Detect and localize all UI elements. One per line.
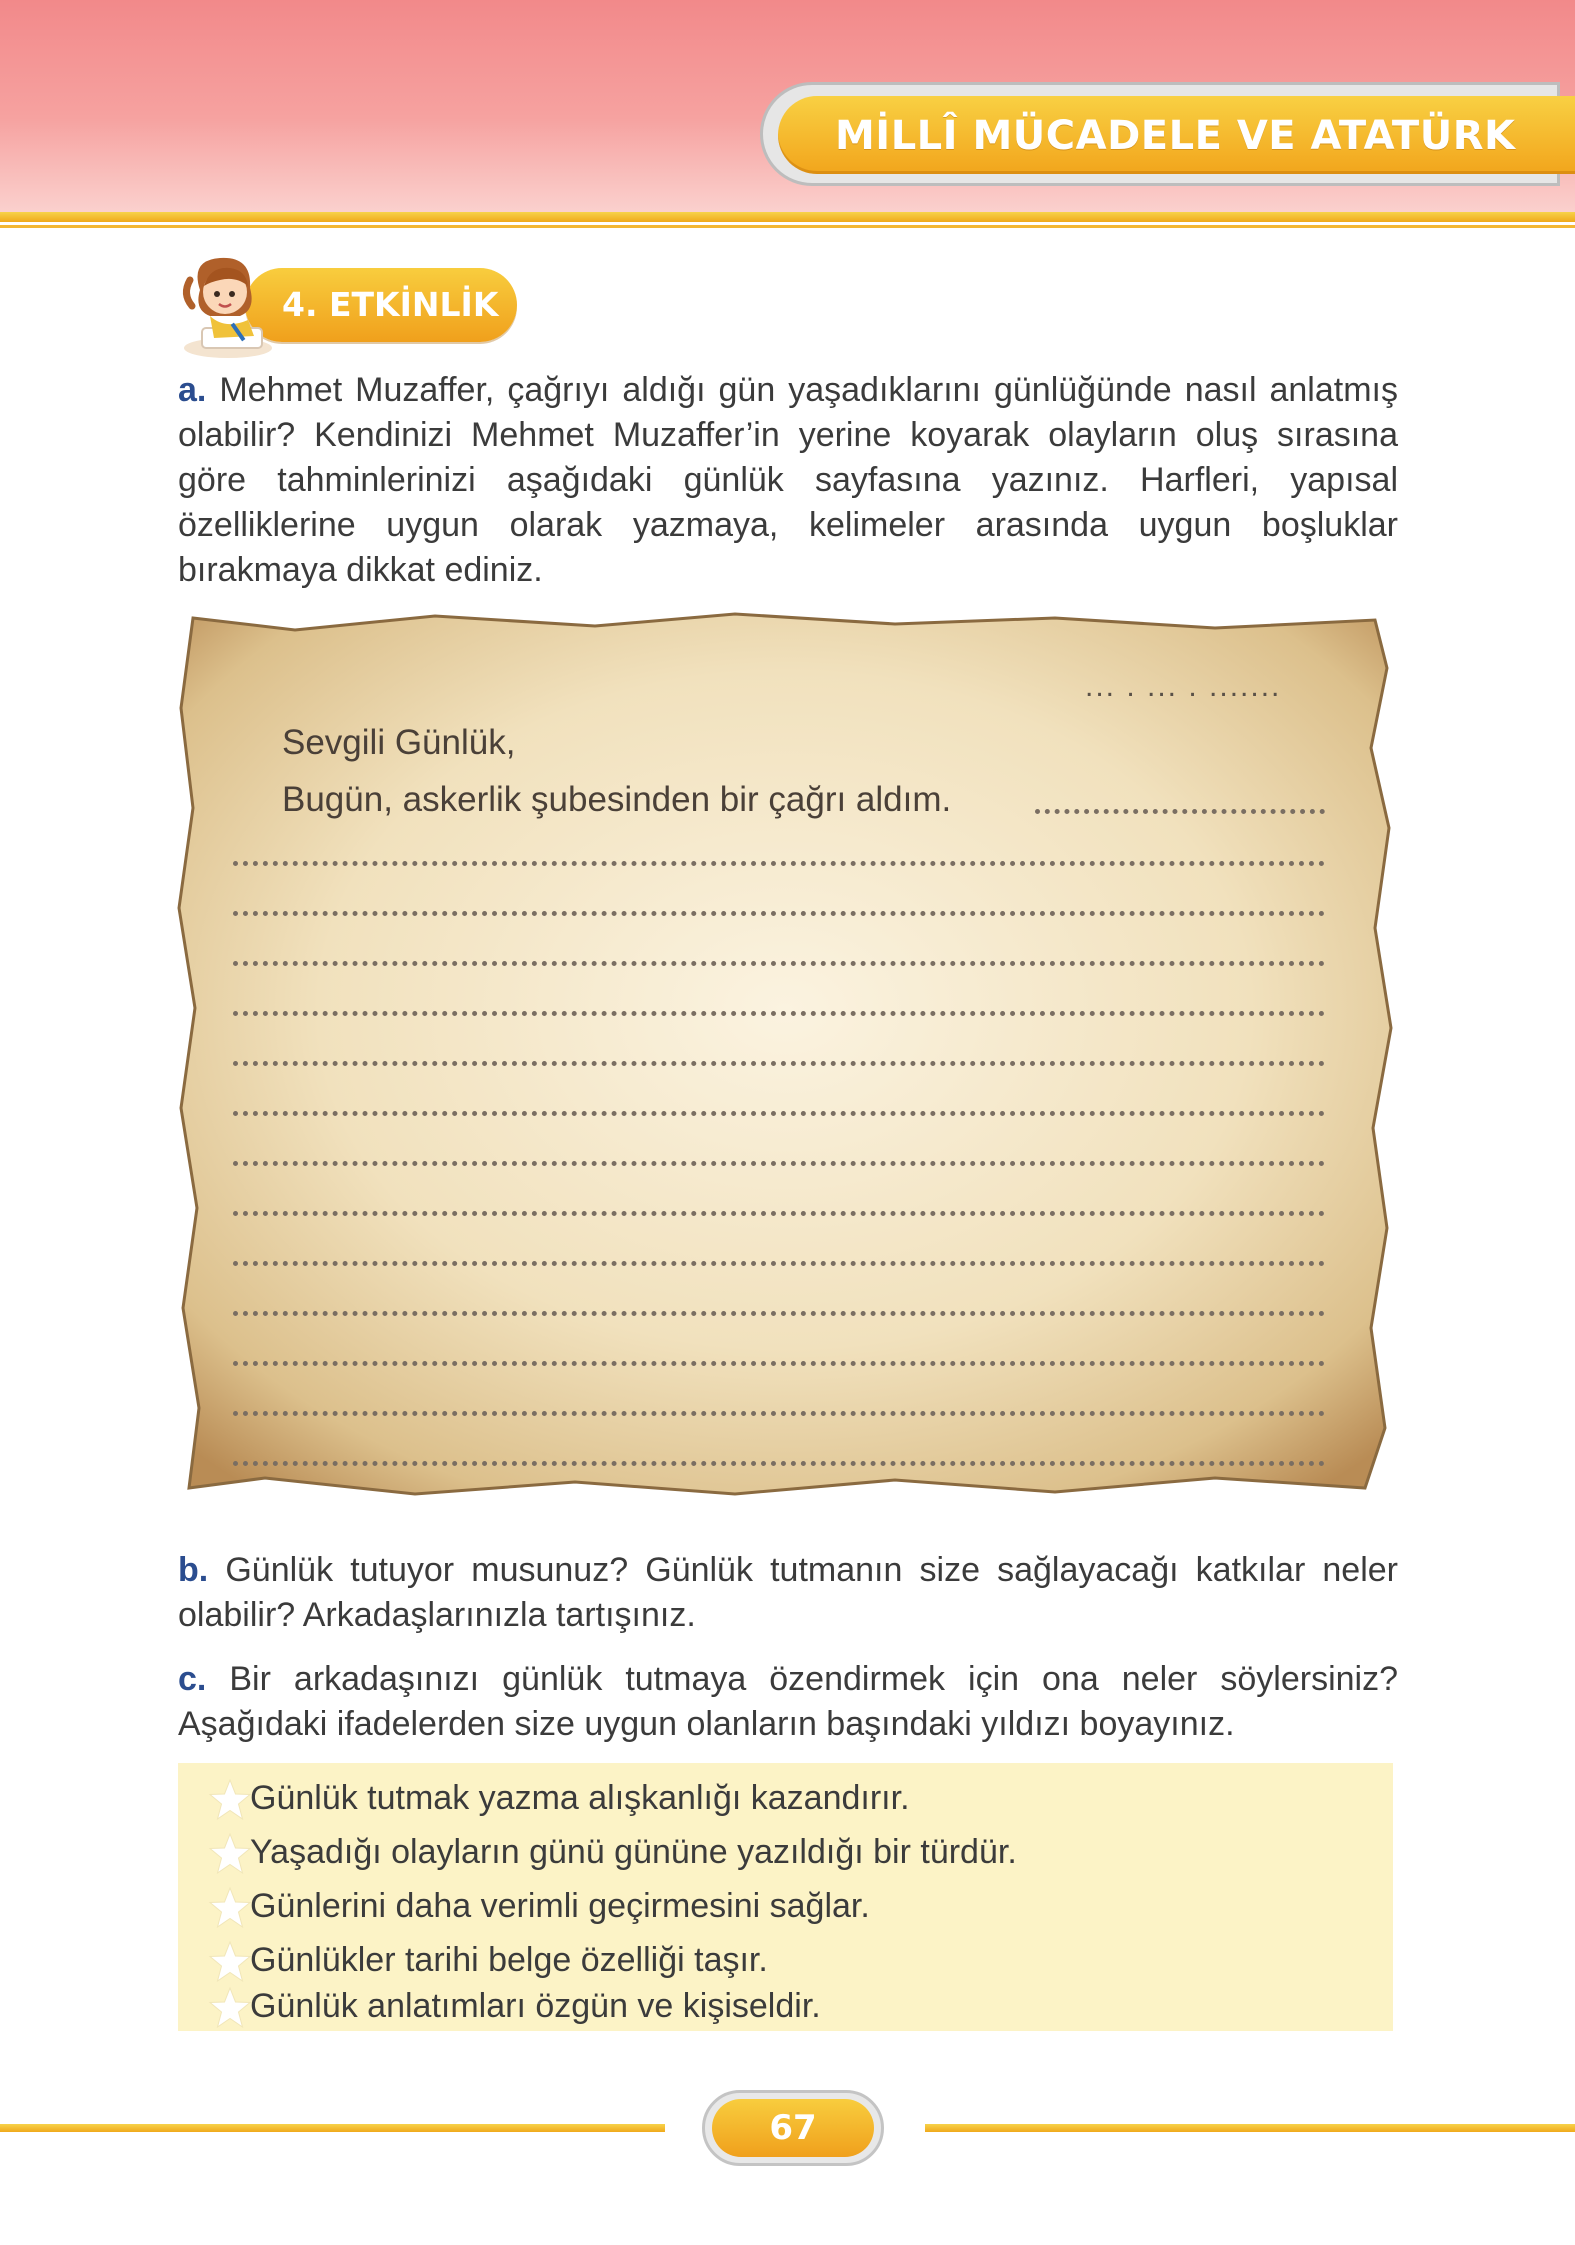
- question-a-text: Mehmet Muzaffer, çağrıyı aldığı gün yaşadıklarını günlüğünde nasıl anlatmış olabilir? Kendinizi Mehmet Muzaffer’in yerine koyarak olayların oluş sırasına göre tahminlerinizi aşağıdaki günlük sayfasına yazınız. Harfleri, yapısal özelliklerine uygun olarak yazmaya, kelimeler arasında uygun boşluklar bırakmaya dikkat ediniz.: [178, 371, 1398, 589]
- activity-label: 4. ETKİNLİK: [282, 285, 499, 324]
- writing-line[interactable]: [233, 1056, 1325, 1066]
- star-icon[interactable]: [208, 1986, 252, 2030]
- unit-title: MİLLÎ MÜCADELE VE ATATÜRK: [835, 113, 1516, 159]
- page-number: 67: [769, 2108, 817, 2148]
- star-statement-text: Günlük tutmak yazma alışkanlığı kazandırır.: [250, 1779, 910, 1817]
- star-icon[interactable]: [208, 1832, 252, 1876]
- question-a-lead: a.: [178, 371, 207, 409]
- star-icon[interactable]: [208, 1778, 252, 1822]
- question-c-text: Bir arkadaşınızı günlük tutmaya özendirmek için ona neler söylersiniz? Aşağıdaki ifadelerden size uygun olanların başındaki yıldızı boyayınız.: [178, 1660, 1398, 1743]
- star-statement-item: [178, 1772, 1393, 1824]
- writing-line[interactable]: [233, 1006, 1325, 1016]
- header-rule: [0, 212, 1575, 222]
- footer-rule-left: [0, 2124, 665, 2132]
- writing-line[interactable]: [233, 1456, 1325, 1466]
- writing-line[interactable]: [233, 856, 1325, 866]
- star-statement-item: [178, 1880, 1393, 1932]
- diary-greeting: Sevgili Günlük,: [282, 723, 516, 762]
- writing-line[interactable]: [233, 906, 1325, 916]
- star-statement-item: [178, 1826, 1393, 1878]
- writing-line[interactable]: [233, 1106, 1325, 1116]
- star-statement-text: Yaşadığı olayların günü gününe yazıldığı bir türdür.: [250, 1833, 1017, 1871]
- star-statement-text: Günlük anlatımları özgün ve kişiseldir.: [250, 1987, 821, 2025]
- question-c-lead: c.: [178, 1660, 207, 1698]
- girl-writing-icon: [170, 250, 280, 360]
- writing-line[interactable]: [233, 1206, 1325, 1216]
- question-a: [178, 368, 1398, 593]
- writing-line[interactable]: [233, 1256, 1325, 1266]
- star-icon[interactable]: [208, 1940, 252, 1984]
- diary-first-line: Bugün, askerlik şubesinden bir çağrı aldım.: [282, 780, 952, 819]
- footer-rule-right: [925, 2124, 1575, 2132]
- star-statement-text: Günlükler tarihi belge özelliği taşır.: [250, 1941, 768, 1979]
- diary-date-placeholder: ... . ... . .......: [1085, 670, 1282, 703]
- question-b-lead: b.: [178, 1551, 209, 1589]
- star-statement-text: Günlerini daha verimli geçirmesini sağlar.: [250, 1887, 870, 1925]
- star-icon[interactable]: [208, 1886, 252, 1930]
- writing-line[interactable]: [233, 1356, 1325, 1366]
- question-b: [178, 1548, 1398, 1638]
- question-c: [178, 1657, 1398, 1747]
- writing-line[interactable]: [233, 1406, 1325, 1416]
- writing-line[interactable]: [1035, 803, 1325, 814]
- question-b-text: Günlük tutuyor musunuz? Günlük tutmanın size sağlayacağı katkılar neler olabilir? Arkadaşlarınızla tartışınız.: [178, 1551, 1398, 1634]
- writing-line[interactable]: [233, 956, 1325, 966]
- writing-line[interactable]: [233, 1156, 1325, 1166]
- writing-line[interactable]: [233, 1306, 1325, 1316]
- header-rule-thin: [0, 225, 1575, 228]
- star-statement-item: [178, 1934, 1393, 1986]
- star-statement-item: [178, 1980, 1393, 2032]
